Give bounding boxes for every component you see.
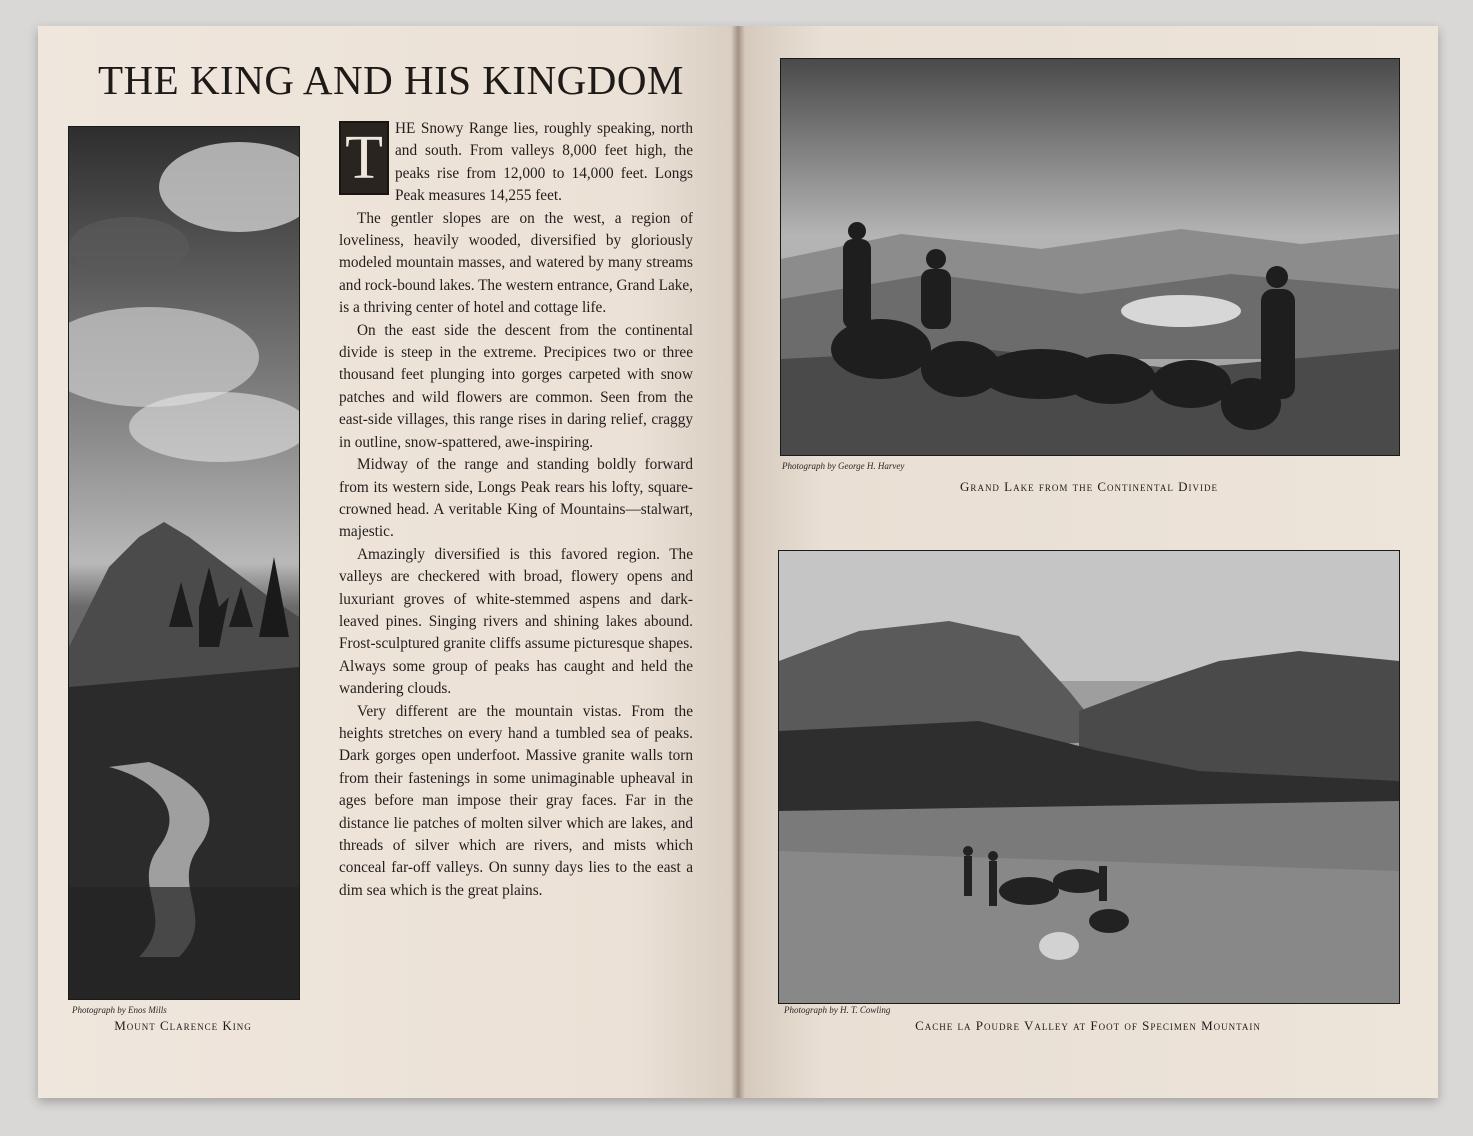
paragraph-6: Very different are the mountain vistas. From the heights stretches on every hand a tumbled sea of peaks. Dark gorges open underfoot. Massive granite walls torn from their fastenings in some unimaginable upheaval in ages before man impose their gray faces. Far in the distance lie patches of molten silver which are lakes, and threads of silver which are rivers, and mists which conceal far-off valleys. On sunny days lies to the east a dim sea which is the great plains.	[339, 702, 693, 899]
grand-lake-photo	[780, 58, 1400, 456]
mount-clarence-king-photo	[68, 126, 300, 1000]
paragraph-2: The gentler slopes are on the west, a region of loveliness, heavily wooded, diversified by gloriously modeled mountain masses, and watered by many streams and rock-bound lakes. The western entrance, Grand Lake, is a thriving center of hotel and cottage life.	[339, 209, 693, 317]
paragraph-3: On the east side the descent from the continental divide is steep in the extreme. Precipices two or three thousand feet plunging into gorges carpeted with snow patches and wild flowers are common. Seen from the east-side villages, this range rises in daring relief, craggy in outline, snow-spattered, awe-inspiring.	[339, 321, 693, 451]
paragraph-1: T HE Snowy Range lies, roughly speaking, north and south. From valleys 8,000 feet high, the peaks rise from 12,000 to 14,000 feet. Longs Peak measures 14,255 feet.	[339, 118, 693, 208]
left-page	[38, 26, 738, 1098]
photo-credit-left: Photograph by Enos Mills	[72, 1005, 167, 1015]
paragraph-4: Midway of the range and standing boldly forward from its western side, Longs Peak rears his lofty, square-crowned head. A veritable King of Mountains—stalwart, majestic.	[339, 456, 693, 541]
cache-la-poudre-photo	[778, 550, 1400, 1004]
page-title: THE KING AND HIS KINGDOM	[98, 57, 684, 103]
paragraph-5: Amazingly diversified is this favored region. The valleys are checkered with broad, flowery opens and luxuriant groves of white-stemmed aspens and dark-leaved pines. Singing rivers and shining lakes abound. Frost-sculptured granite cliffs assume picturesque shapes. Always some group of peaks has caught and held the wandering clouds.	[339, 545, 693, 698]
binding-gutter	[731, 26, 745, 1098]
right-page	[738, 26, 1438, 1098]
booklet-spread	[38, 26, 1438, 1098]
article-text	[339, 118, 693, 902]
dropcap-letter: T	[339, 121, 389, 195]
photo-caption-bottom: Cache la Poudre Valley at Foot of Specimen Mountain	[915, 1018, 1261, 1033]
photo-credit-top: Photograph by George H. Harvey	[782, 461, 905, 471]
photo-caption-left: Mount Clarence King	[114, 1018, 252, 1033]
photo-caption-top: Grand Lake from the Continental Divide	[960, 479, 1218, 494]
photo-credit-bottom: Photograph by H. T. Cowling	[784, 1005, 891, 1015]
